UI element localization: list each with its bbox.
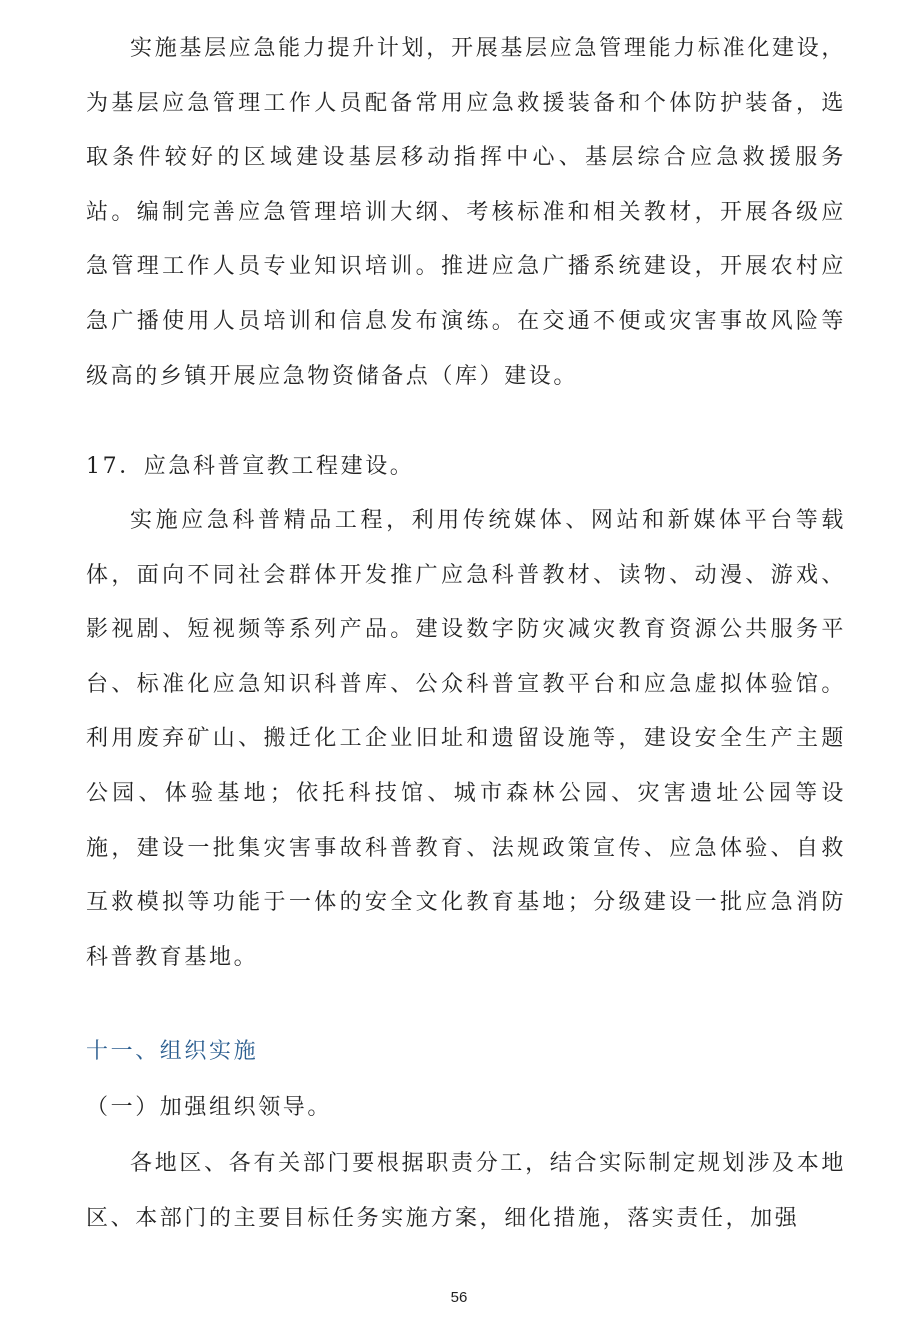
page-number: 56: [450, 1289, 468, 1306]
item-17-heading: 17．应急科普宣教工程建设。: [86, 454, 415, 479]
paragraph-organizational-leadership: 各地区、各有关部门要根据职责分工，结合实际制定规划涉及本地区、本部门的主要目标任务实施方案，细化措施，落实责任，加强: [86, 1151, 846, 1231]
section-11-heading: 十一、组织实施: [86, 1039, 259, 1064]
paragraph-basic-emergency-capacity: 实施基层应急能力提升计划，开展基层应急管理能力标准化建设，为基层应急管理工作人员配备常用应急救援装备和个体防护装备，选取条件较好的区域建设基层移动指挥中心、基层综合应急救援服务站。编制完善应急管理培训大纲、考核标准和相关教材，开展各级应急管理工作人员专业知识培训。推进应急广播系统建设，开展农村应急广播使用人员培训和信息发布演练。在交通不便或灾害事故风险等级高的乡镇开展应急物资储备点（库）建设。: [86, 36, 846, 389]
paragraph-emergency-science-education: 实施应急科普精品工程，利用传统媒体、网站和新媒体平台等载体，面向不同社会群体开发推广应急科普教材、读物、动漫、游戏、影视剧、短视频等系列产品。建设数字防灾减灾教育资源公共服务平台、标准化应急知识科普库、公众科普宣教平台和应急虚拟体验馆。利用废弃矿山、搬迁化工企业旧址和遗留设施等，建设安全生产主题公园、体验基地；依托科技馆、城市森林公园、灾害遗址公园等设施，建设一批集灾害事故科普教育、法规政策宣传、应急体验、自救互救模拟等功能于一体的安全文化教育基地；分级建设一批应急消防科普教育基地。: [86, 508, 846, 970]
subsection-1-heading: （一）加强组织领导。: [86, 1095, 333, 1120]
